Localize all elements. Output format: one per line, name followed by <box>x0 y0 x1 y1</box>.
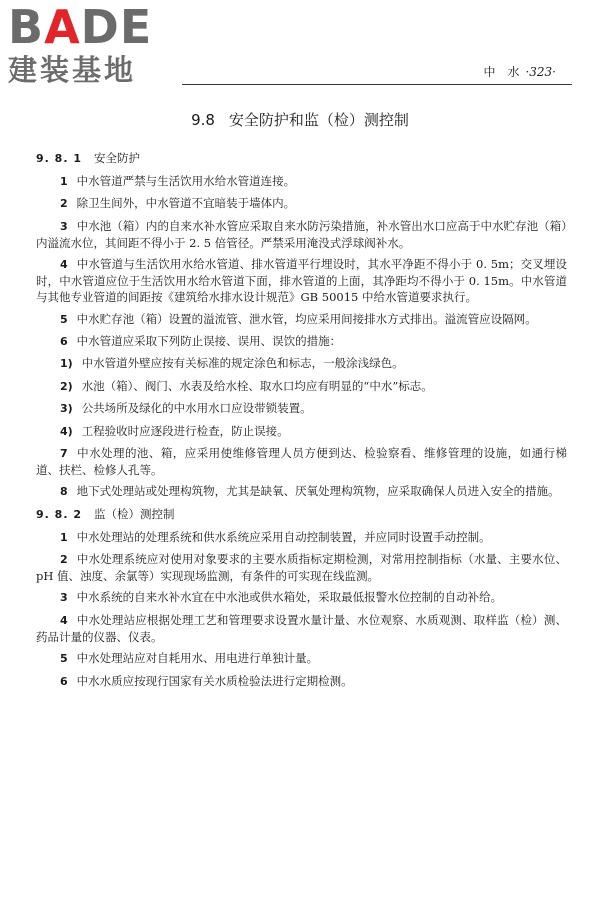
clause-item <box>36 355 567 372</box>
clause-text: 水池（箱）、阀门、水表及给水栓、取水口均应有明显的“中水”标志。 <box>81 378 433 393</box>
clause-text: 中水池（箱）内的自来水补水管应采取自来水防污染措施，补水管出水口应高于中水贮存池（箱）内溢流水位，其间距不得小于 2. 5 倍管径。严禁采用淹没式浮球阀补水。 <box>36 218 567 250</box>
clause-text: 中水系统的自来水补水宜在中水池或供水箱处，采取最低报警水位控制的自动补给。 <box>76 590 503 605</box>
clause-number: 3) <box>60 402 73 416</box>
clause-text: 中水处理站应对自耗用水、用电进行单独计量。 <box>76 651 319 666</box>
chapter-name: 中 水 <box>483 65 520 79</box>
clause-number: 5 <box>60 312 68 326</box>
running-header <box>483 64 556 80</box>
clause-number: 8 <box>60 485 68 499</box>
clause-item <box>36 551 567 584</box>
clause-item <box>36 529 567 546</box>
clause-item <box>36 612 567 645</box>
subsection-heading <box>36 506 567 523</box>
section-number: 9.8 <box>191 111 215 129</box>
section-heading: 安全防护和监（检）测控制 <box>228 111 409 129</box>
clause-text: 中水处理站应根据处理工艺和管理要求设置水量计量、水位观察、水质观测、取样监（检）测、药品计量的仪器、仪表。 <box>36 612 567 644</box>
clause-number: 4 <box>60 613 68 627</box>
header-rule <box>182 84 572 85</box>
clause-text: 除卫生间外，中水管道不宜暗装于墙体内。 <box>76 196 296 211</box>
clause-text: 中水管道外壁应按有关标准的规定涂色和标志，一般涂浅绿色。 <box>81 356 404 371</box>
logo-chinese: 建装基地 <box>8 53 137 87</box>
clause-item <box>36 378 567 395</box>
site-logo <box>8 0 178 88</box>
subsection-title: 安全防护 <box>93 151 140 165</box>
clause-item <box>36 195 567 212</box>
clause-item <box>36 445 567 478</box>
clause-item <box>36 311 567 328</box>
clause-text: 中水处理站的处理系统和供水系统应采用自动控制装置，并应同时设置手动控制。 <box>76 529 491 544</box>
clause-number: 2 <box>60 553 68 567</box>
subsection-number: 9. 8. 1 <box>36 152 82 165</box>
clause-item <box>36 589 567 606</box>
logo-accent-letter: A <box>44 0 81 54</box>
clause-item <box>36 673 567 690</box>
clause-number: 3 <box>60 219 68 233</box>
clause-text: 中水处理的池、箱，应采用使维修管理人员方便到达、检验察看、维修管理的设施，如通行梯道、扶栏、检修人孔等。 <box>36 445 567 477</box>
clause-item <box>36 423 567 440</box>
clause-item <box>36 400 567 417</box>
section-title <box>0 110 600 130</box>
subsection-title: 监（检）测控制 <box>93 506 175 521</box>
clause-item <box>36 173 567 190</box>
clause-number: 6 <box>60 334 68 348</box>
subsection-number: 9. 8. 2 <box>36 507 82 521</box>
clause-number: 1 <box>60 175 68 188</box>
clause-text: 中水处理系统应对使用对象要求的主要水质指标定期检测，对常用控制指标（水量、主要水位、pH 值、浊度、余氯等）实现现场监测，有条件的可实现在线监测。 <box>36 552 567 584</box>
clause-number: 1) <box>60 357 73 371</box>
document-body <box>36 150 567 695</box>
clause-text: 地下式处理站或处理构筑物，尤其是缺氧、厌氧处理构筑物，应采取确保人员进入安全的措施。 <box>76 484 560 499</box>
clause-text: 中水管道应采取下列防止误接、误用、误饮的措施： <box>76 333 342 348</box>
clause-text: 工程验收时应逐段进行检查，防止误接。 <box>81 423 289 438</box>
clause-text: 中水管道与生活饮用水给水管道、排水管道平行埋设时，其水平净距不得小于 0. 5m；交叉埋设时，中水管道应位于生活饮用水给水管道下面，排水管道的上面，其净距均不得小于 0. 15m。中水管道与其他专业管道的间距按《建筑给水排水设计规范》GB 50015 中给水管道要求执行。 <box>36 257 567 305</box>
subsection-heading <box>36 150 567 167</box>
clause-item <box>36 650 567 667</box>
clause-item <box>36 483 567 500</box>
clause-number: 2 <box>60 197 68 211</box>
clause-number: 7 <box>60 446 68 460</box>
clause-text: 中水管道严禁与生活饮用水给水管道连接。 <box>76 174 296 188</box>
clause-number: 1 <box>60 530 68 544</box>
clause-number: 3 <box>60 591 68 605</box>
clause-item <box>36 218 567 251</box>
clause-number: 2) <box>60 379 73 393</box>
clause-number: 6 <box>60 674 68 688</box>
clause-text: 中水水质应按现行国家有关水质检验法进行定期检测。 <box>76 673 353 688</box>
page-number: ·323· <box>525 65 556 79</box>
clause-text: 公共场所及绿化的中水用水口应设带锁装置。 <box>81 401 312 416</box>
clause-item <box>36 333 567 350</box>
clause-item <box>36 256 567 305</box>
clause-number: 4) <box>60 424 73 438</box>
clause-number: 5 <box>60 652 68 666</box>
clause-text: 中水贮存池（箱）设置的溢流管、泄水管，均应采用间接排水方式排出。溢流管应设隔网。 <box>76 311 537 326</box>
clause-number: 4 <box>60 258 68 272</box>
logo-wordmark: BADE <box>8 0 153 54</box>
